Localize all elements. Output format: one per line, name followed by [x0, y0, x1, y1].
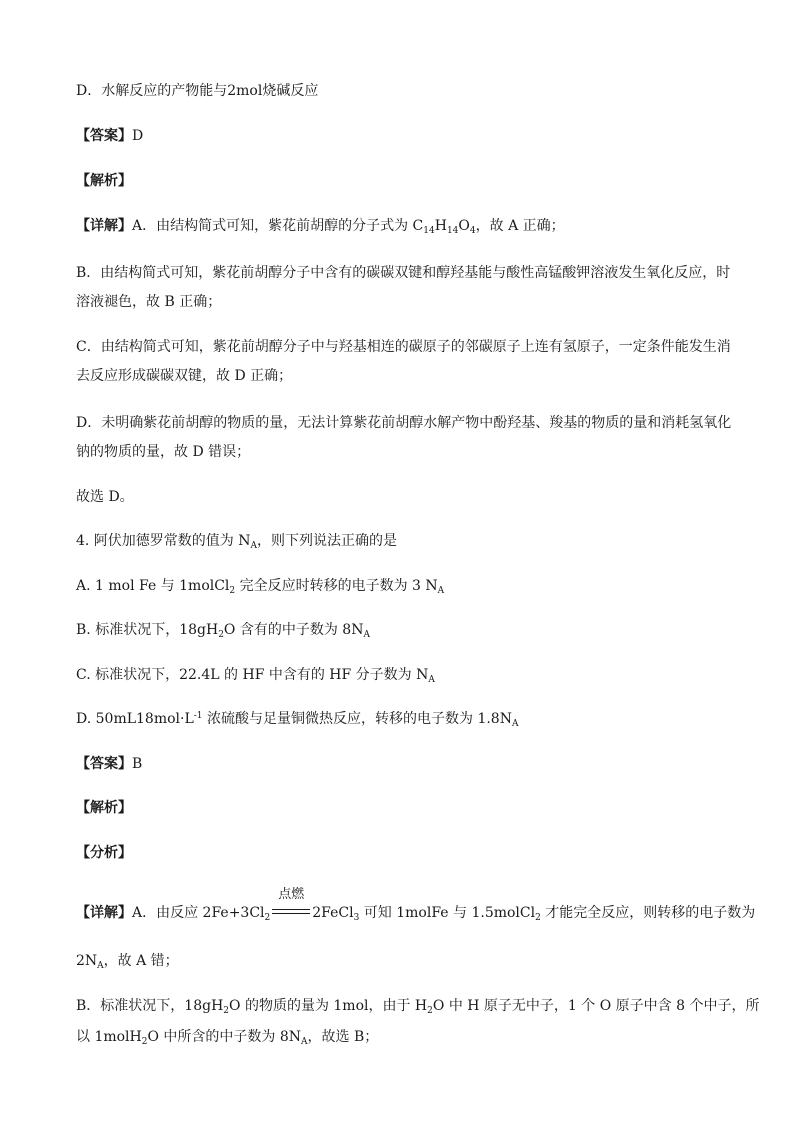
reaction-condition: 点燃	[278, 887, 305, 902]
q4-detail-a-line2: $2N_A$，故 A 错；	[76, 953, 179, 971]
answer-value: D	[132, 128, 144, 144]
answer-label: 【答案】	[76, 128, 132, 144]
answer-label: 【答案】	[76, 756, 132, 772]
q3-analysis-label: 【解析】	[76, 173, 132, 189]
q4-option-c: C. 标准状况下，22.4L 的 HF 中含有的 HF 分子数为 $N_A$	[76, 667, 435, 685]
answer-value: B	[132, 756, 143, 772]
detail-label: 【详解】	[76, 905, 132, 921]
q4-option-d: D. $50mL18mol\cdot L^{-1}$ 浓硫酸与足量铜微热反应，转移的电子数为 $1.8N_A$	[76, 711, 519, 729]
q4-fenxi-label: 【分析】	[76, 845, 132, 861]
q4-option-a: A. 1 mol Fe 与 1molCl$_2$ 完全反应时转移的电子数为 3 $N_A$	[76, 578, 445, 596]
q3-answer	[76, 126, 734, 146]
q4-detail-b: B．标准状况下，$18gH_2O$ 的物质的量为 1mol，由于 $H_2O$ 中 H 原子无中子，1 个 O 原子中含 8 个中子，所	[76, 998, 760, 1016]
q3-conclusion: 故选 D。	[76, 489, 134, 505]
q4-analysis-label: 【解析】	[76, 800, 132, 816]
q3-detail-a: 【详解】A．由结构简式可知，紫花前胡醇的分子式为 $C_{14}H_{14}O_4$，故 A 正确；	[76, 218, 565, 236]
q4-answer	[76, 754, 734, 774]
detail-label: 【详解】	[76, 218, 132, 234]
q4-stem: 4. 阿伏加德罗常数的值为 $N_A$，则下列说法正确的是	[76, 533, 398, 551]
q3-detail-b: B．由结构简式可知，紫花前胡醇分子中含有的碳碳双键和醇羟基能与酸性高锰酸钾溶液发生氧化反应，时溶液褪色，故 B 正确；	[76, 265, 731, 310]
q3-detail-d: D．未明确紫花前胡醇的物质的量，无法计算紫花前胡醇水解产物中酚羟基、羧基的物质的量和消耗氢氧化钠的物质的量，故 D 错误；	[76, 415, 732, 460]
q3-detail-c: C．由结构简式可知，紫花前胡醇分子中与羟基相连的碳原子的邻碳原子上连有氢原子，一定条件能发生消去反应形成碳碳双键，故 D 正确；	[76, 339, 731, 384]
q4-detail-a: 【详解】A．由反应 $2Fe+3Cl_2$ 点燃 2FeCl$_3$ 可知 1molFe 与 1.5molCl$_2$ 才能完全反应，则转移的电子数为	[76, 887, 756, 923]
reaction-arrow	[270, 887, 312, 923]
q3-option-d: D．水解反应的产物能与2mol烧碱反应	[76, 83, 319, 99]
q4-detail-b-line2: 以 1molH$_2$O 中所含的中子数为 $8N_A$，故选 B；	[76, 1029, 379, 1047]
q4-option-b: B. 标准状况下，$18gH_2O$ 含有的中子数为 $8N_A$	[76, 622, 370, 640]
